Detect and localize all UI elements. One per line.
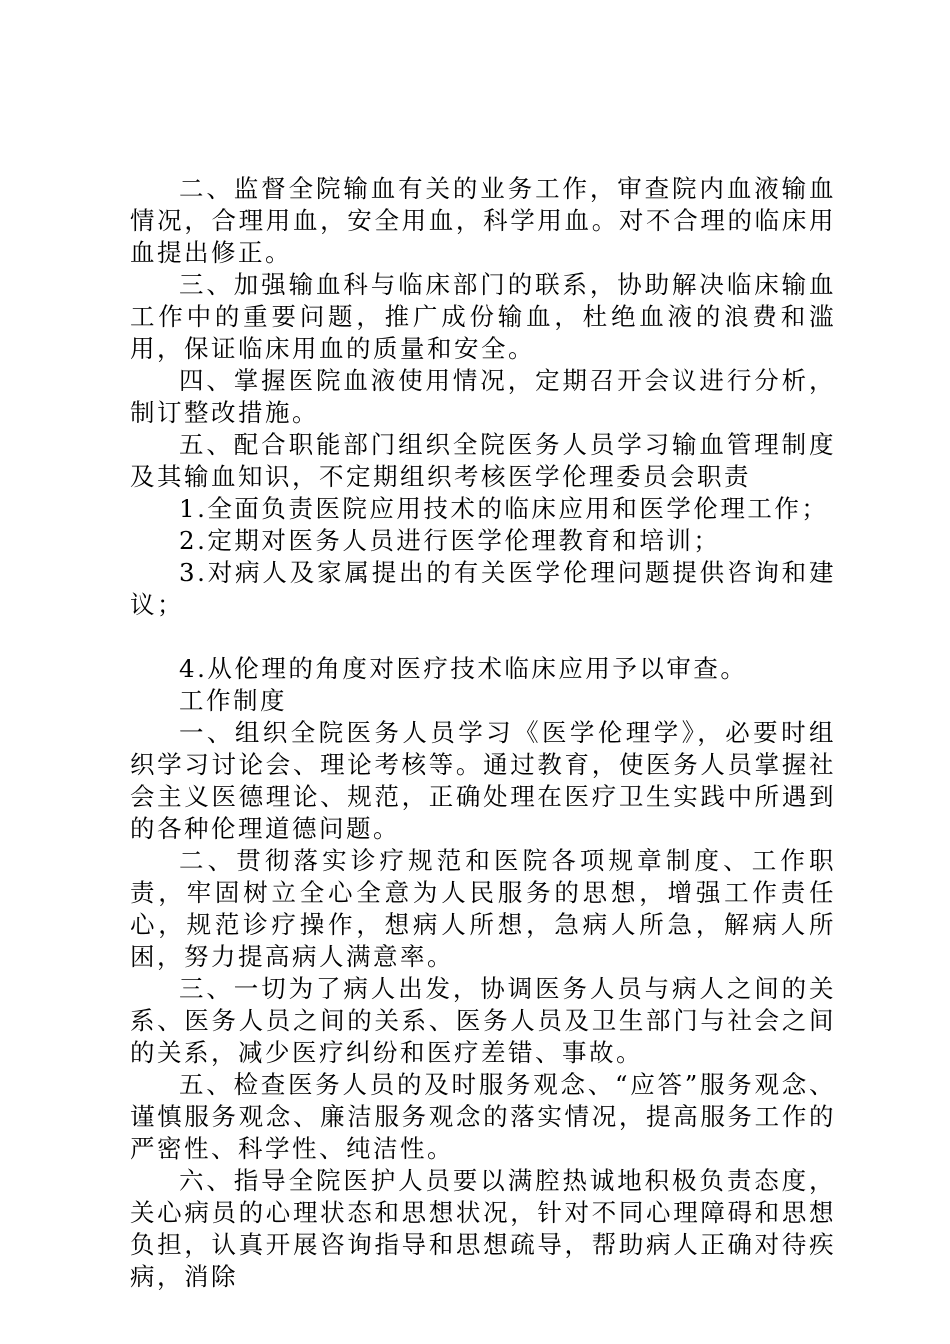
paragraph-work-1: 一、组织全院医务人员学习《医学伦理学》，必要时组织学习讨论会、理论考核等。通过教育，使医务人员掌握社会主义医德理论、规范，正确处理在医疗卫生实践中所遇到的各种伦理道德问题。 <box>130 718 836 843</box>
blank-line <box>130 621 836 653</box>
list-item-ethics-1: 1.全面负责医院应用技术的临床应用和医学伦理工作； <box>179 494 829 523</box>
paragraph-blood-liaison: 三、加强输血科与临床部门的联系，协助解决临床输血工作中的重要问题，推广成份输血，杜绝血液的浪费和滥用，保证临床用血的质量和安全。 <box>130 270 836 363</box>
paragraph-blood-supervision: 二、监督全院输血有关的业务工作，审查院内血液输血情况，合理用血，安全用血，科学用血。对不合理的临床用血提出修正。 <box>130 174 836 267</box>
list-item-ethics-4: 4.从伦理的角度对医疗技术临床应用予以审查。 <box>179 654 748 683</box>
paragraph-blood-usage: 四、掌握医院血液使用情况，定期召开会议进行分析，制订整改措施。 <box>130 366 836 427</box>
paragraph-blood-training: 五、配合职能部门组织全院医务人员学习输血管理制度及其输血知识，不定期组织考核医学伦理委员会职责 <box>130 430 836 491</box>
paragraph-work-2: 二、贯彻落实诊疗规范和医院各项规章制度、工作职责，牢固树立全心全意为人民服务的思想，增强工作责任心，规范诊疗操作，想病人所想，急病人所急，解病人所困，努力提高病人满意率。 <box>130 846 836 971</box>
paragraph-work-5: 五、检查医务人员的及时服务观念、“应答”服务观念、谨慎服务观念、廉洁服务观念的落实情况，提高服务工作的严密性、科学性、纯洁性。 <box>130 1070 836 1163</box>
section-heading-work-system: 工作制度 <box>179 686 287 715</box>
list-item-ethics-3: 3.对病人及家属提出的有关医学伦理问题提供咨询和建议； <box>130 558 836 619</box>
document-body <box>130 173 836 1293</box>
list-item-ethics-2: 2.定期对医务人员进行医学伦理教育和培训； <box>179 526 721 555</box>
paragraph-work-6: 六、指导全院医护人员要以满腔热诚地积极负责态度，关心病员的心理状态和思想状况，针对不同心理障碍和思想负担，认真开展咨询指导和思想疏导，帮助病人正确对待疾病，消除 <box>130 1166 836 1291</box>
paragraph-work-3: 三、一切为了病人出发，协调医务人员与病人之间的关系、医务人员之间的关系、医务人员及卫生部门与社会之间的关系，减少医疗纠纷和医疗差错、事故。 <box>130 974 836 1067</box>
